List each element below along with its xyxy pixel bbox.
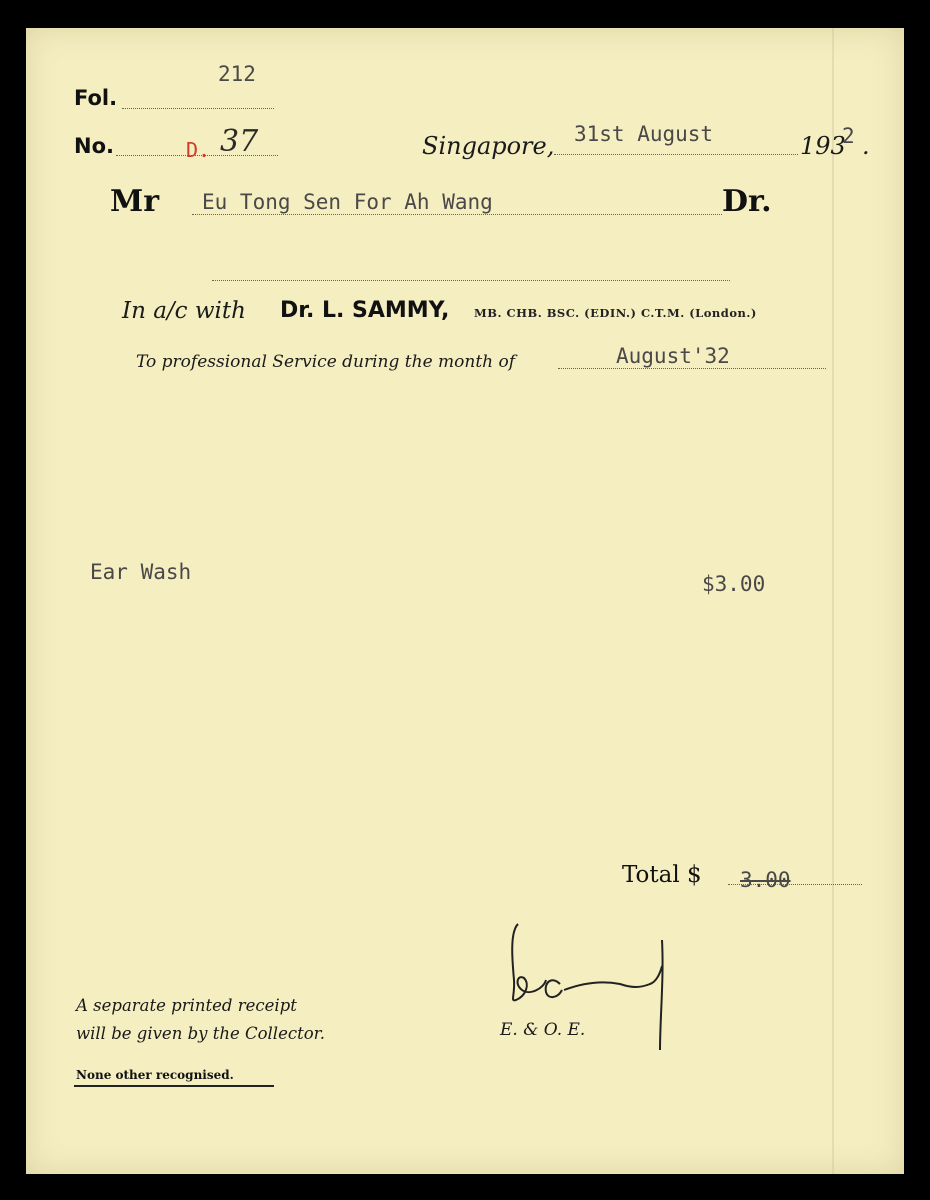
item-description: Ear Wash bbox=[90, 560, 192, 584]
no-number-handwritten: 37 bbox=[220, 124, 259, 159]
receipt-note-line1: A separate printed receipt bbox=[76, 996, 297, 1015]
year-prefix: 193 bbox=[800, 132, 846, 160]
fol-dotted-line bbox=[122, 108, 274, 109]
doctor-credentials: MB. CHB. BSC. (EDIN.) C.T.M. (London.) bbox=[474, 306, 757, 320]
no-label: No. bbox=[74, 134, 114, 158]
invoice-paper bbox=[26, 28, 904, 1174]
none-other-underline bbox=[74, 1085, 274, 1087]
signature-image bbox=[500, 918, 680, 1058]
in-ac-with-label: In a/c with bbox=[122, 298, 246, 324]
addressee-dotted-line bbox=[192, 214, 722, 215]
address-dotted-line bbox=[212, 280, 730, 281]
none-other-recognised: None other recognised. bbox=[76, 1068, 234, 1082]
total-value: 3.00 bbox=[740, 868, 791, 892]
dr-label-gothic: Dr. bbox=[722, 184, 772, 219]
eoe-label: E. & O. E. bbox=[500, 1020, 586, 1040]
total-label: Total $ bbox=[622, 862, 702, 888]
year-suffix: 2 bbox=[842, 124, 855, 148]
doctor-name: Dr. L. SAMMY, bbox=[280, 298, 450, 323]
fol-label: Fol. bbox=[74, 86, 118, 110]
addressee-name: Eu Tong Sen For Ah Wang bbox=[202, 190, 493, 214]
item-amount: $3.00 bbox=[702, 572, 766, 596]
place: Singapore, bbox=[422, 132, 555, 160]
year-period: . bbox=[862, 132, 870, 160]
receipt-note-line2: will be given by the Collector. bbox=[76, 1024, 325, 1043]
date-value: 31st August bbox=[574, 122, 714, 146]
fol-value: 212 bbox=[218, 62, 256, 86]
no-prefix: D. bbox=[186, 138, 211, 162]
date-dotted-line bbox=[554, 154, 798, 155]
mr-label-gothic: Mr bbox=[110, 184, 160, 219]
paper-crease bbox=[832, 28, 834, 1174]
service-month: August'32 bbox=[616, 344, 730, 368]
month-dotted-line bbox=[558, 368, 826, 369]
service-label: To professional Service during the month of bbox=[136, 352, 516, 372]
